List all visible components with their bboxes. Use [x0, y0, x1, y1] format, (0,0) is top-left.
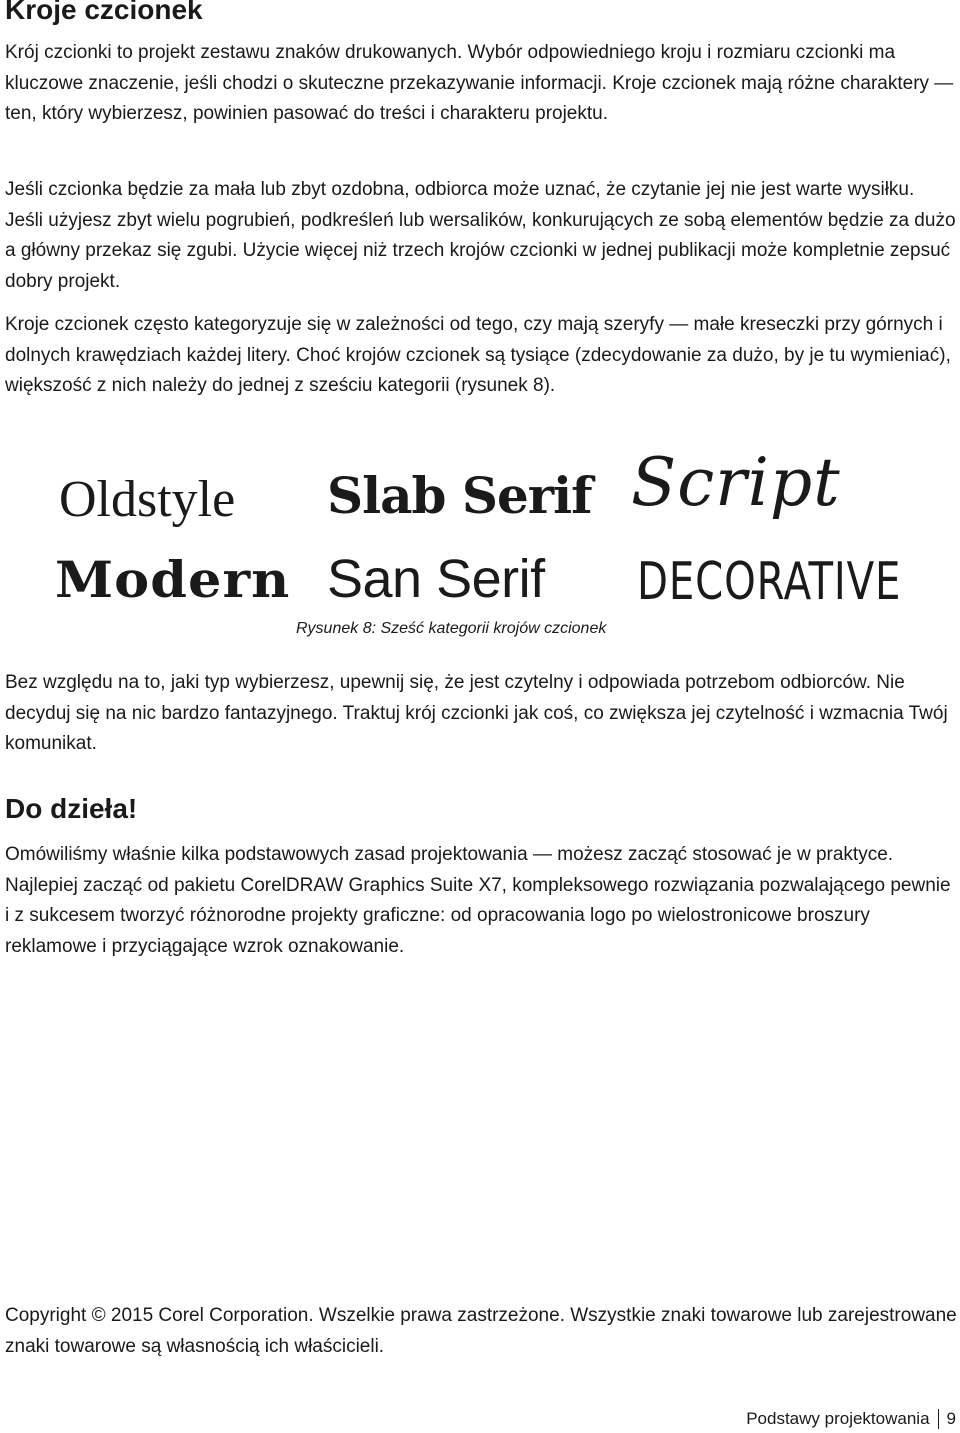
sample-decorative: DECORATIVE [637, 552, 902, 612]
sample-script: Script [631, 444, 841, 521]
footer-section-title: Podstawy projektowania [746, 1409, 930, 1428]
paragraph-readability: Jeśli czcionka będzie za mała lub zbyt ozdobna, odbiorca może uznać, że czytanie jej nie jest warte wysiłku. Jeśli użyjesz zbyt wielu pogrubień, podkreśleń lub wersalików, konkurujących ze sobą elementów będzie za dużo a główny przekaz się zgubi. Użycie więcej niż trzech krojów czcionki w jednej publikacji może kompletnie zepsuć dobry projekt. [5, 179, 956, 292]
sample-slab-serif: Slab Serif [327, 466, 592, 525]
typeface-samples-figure [55, 444, 902, 612]
paragraph-coreldraw: Omówiliśmy właśnie kilka podstawowych zasad projektowania — możesz zacząć stosować je w praktyce. Najlepiej zacząć od pakietu CorelDRAW Graphics Suite X7, kompleksowego rozwiązania pozwalającego pewnie i z sukcesem tworzyć różnorodne projekty graficzne: od opracowania logo po wielostronicowe broszury reklamowe i przyciągające wzrok oznakowanie. [5, 844, 951, 957]
footer-divider [938, 1409, 939, 1429]
sample-san-serif: San Serif [327, 549, 545, 609]
paragraph-typeface-intro: Krój czcionki to projekt zestawu znaków drukowanych. Wybór odpowiedniego kroju i rozmiaru czcionki ma kluczowe znaczenie, jeśli chodzi o skuteczne przekazywanie informacji. Kroje czcionek mają różne charaktery — ten, który wybierzesz, powinien pasować do treści i charakteru projektu. [5, 42, 954, 124]
page-footer [746, 1409, 956, 1429]
figure-caption: Rysunek 8: Sześć kategorii krojów czcionek [296, 620, 607, 637]
section-heading-get-started: Do dzieła! [5, 793, 138, 824]
section-heading-typefaces: Kroje czcionek [5, 0, 203, 25]
page-number: 9 [946, 1409, 956, 1428]
sample-oldstyle: Oldstyle [59, 471, 236, 528]
paragraph-categories: Kroje czcionek często kategoryzuje się w zależności od tego, czy mają szeryfy — małe kreseczki przy górnych i dolnych krawędziach każdej litery. Choć krojów czcionek są tysiące (zdecydowanie za dużo, by je tu wymieniać), większość z nich należy do jednej z sześciu kategorii (rysunek 8). [5, 314, 951, 396]
paragraph-choose-readable: Bez względu na to, jaki typ wybierzesz, upewnij się, że jest czytelny i odpowiada potrzebom odbiorców. Nie decyduj się na nic bardzo fantazyjnego. Traktuj krój czcionki jak coś, co zwiększa jej czytelność i wzmacnia Twój komunikat. [5, 672, 948, 754]
copyright-notice: Copyright © 2015 Corel Corporation. Wszelkie prawa zastrzeżone. Wszystkie znaki towarowe lub zarejestrowane znaki towarowe są własnością ich właścicieli. [5, 1305, 957, 1357]
sample-modern: Modern [55, 550, 291, 609]
